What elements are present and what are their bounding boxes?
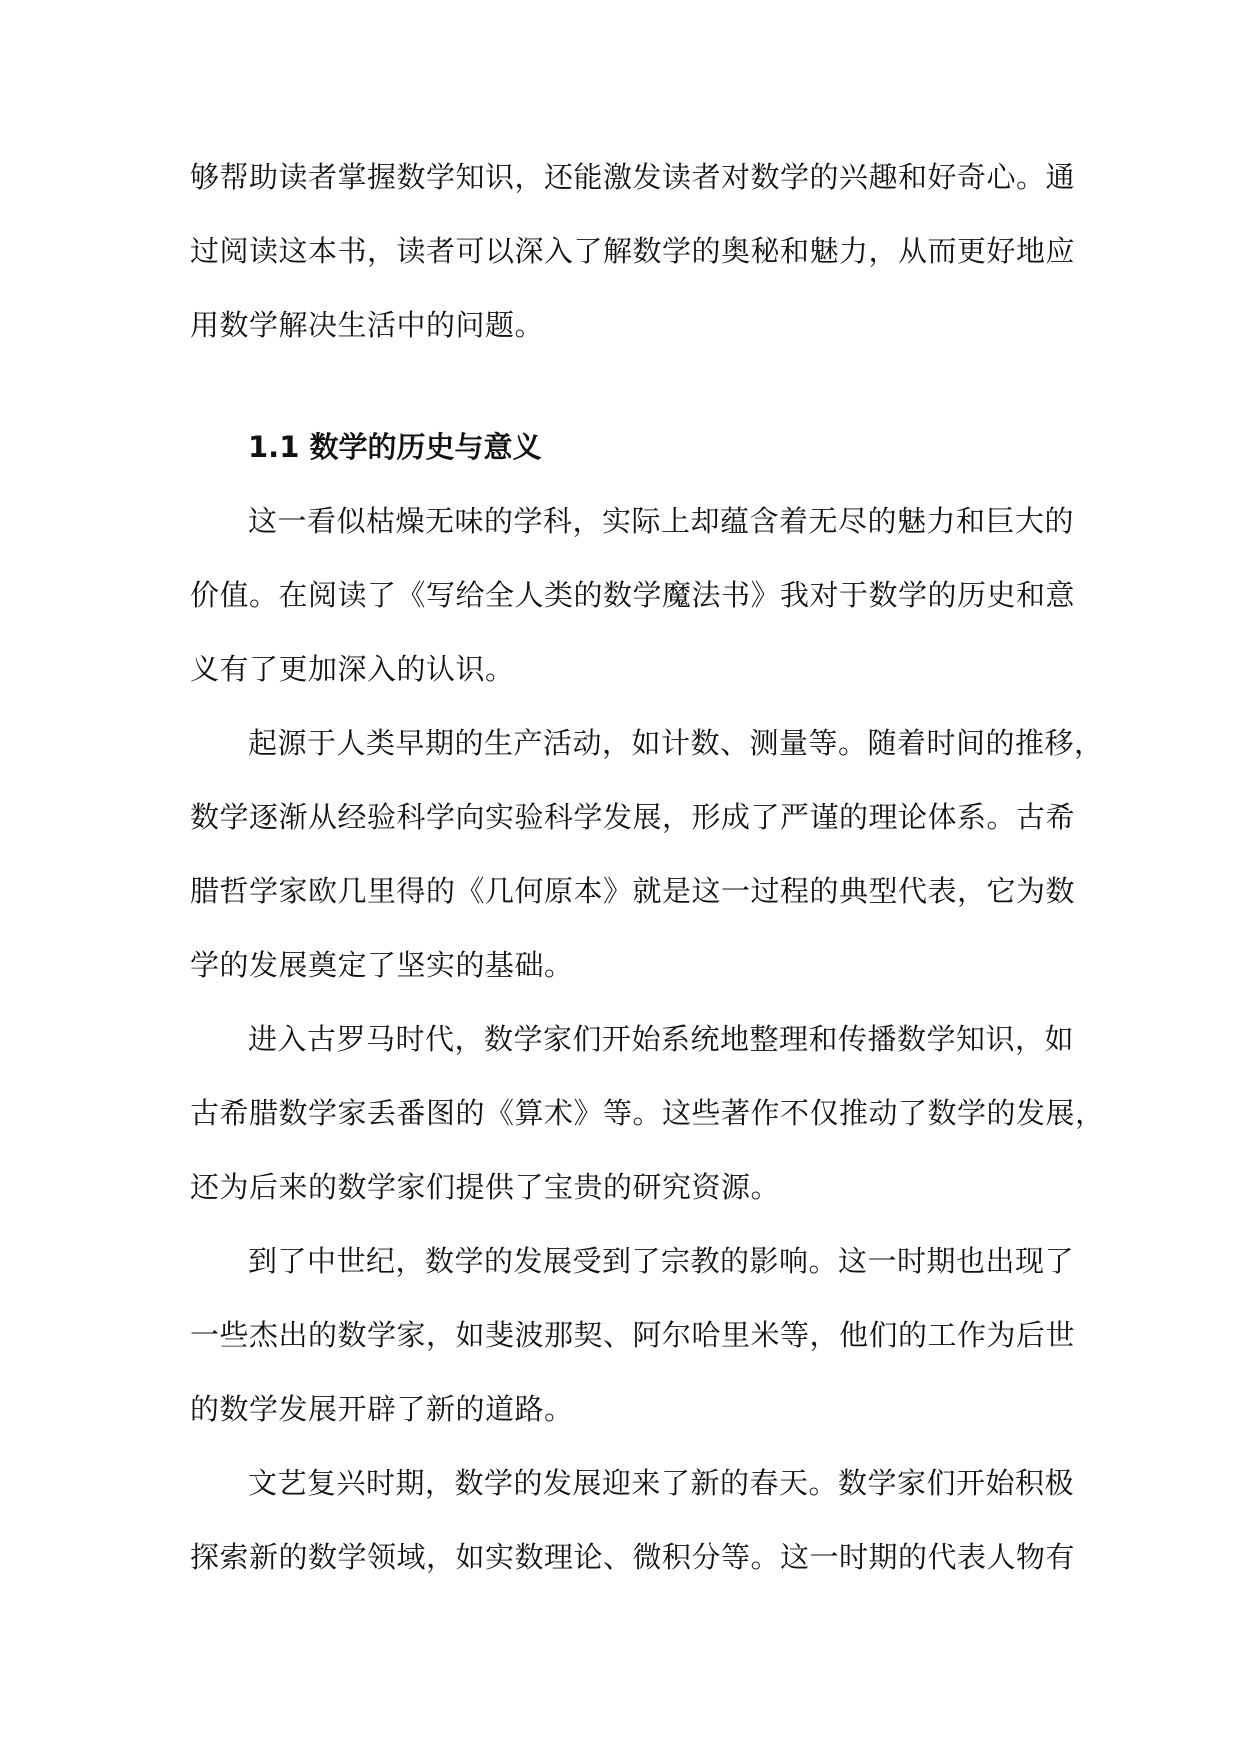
paragraph: [190, 1446, 1076, 1594]
paragraph: [190, 1224, 1076, 1446]
paragraph: [190, 706, 1104, 1002]
text-line: 够帮助读者掌握数学知识，还能激发读者对数学的兴趣和好奇心。通: [190, 160, 1076, 194]
text-line: 还为后来的数学家们提供了宝贵的研究资源。: [190, 1170, 781, 1204]
paragraph-intro: [190, 140, 1076, 362]
text-line: 起源于人类早期的生产活动，如计数、测量等。随着时间的推移，: [248, 726, 1104, 760]
spacer: [190, 362, 1060, 410]
text-line: 古希腊数学家丢番图的《算术》等。这些著作不仅推动了数学的发展，: [190, 1096, 1105, 1130]
text-line: 学的发展奠定了坚实的基础。: [190, 948, 574, 982]
section-heading: 1.1 数学的历史与意义: [248, 430, 542, 464]
text-line: 探索新的数学领域，如实数理论、微积分等。这一时期的代表人物有: [190, 1540, 1076, 1574]
paragraph: [190, 484, 1076, 706]
text-line: 过阅读这本书，读者可以深入了解数学的奥秘和魅力，从而更好地应: [190, 234, 1076, 268]
text-line: 用数学解决生活中的问题。: [190, 308, 545, 342]
text-line: 进入古罗马时代，数学家们开始系统地整理和传播数学知识，如: [248, 1022, 1075, 1056]
text-line: 到了中世纪，数学的发展受到了宗教的影响。这一时期也出现了: [248, 1244, 1075, 1278]
text-line: 数学逐渐从经验科学向实验科学发展，形成了严谨的理论体系。古希: [190, 800, 1076, 834]
text-line: 腊哲学家欧几里得的《几何原本》就是这一过程的典型代表，它为数: [190, 874, 1076, 908]
text-line: 义有了更加深入的认识。: [190, 652, 515, 686]
text-line: 文艺复兴时期，数学的发展迎来了新的春天。数学家们开始积极: [248, 1466, 1075, 1500]
text-line: 这一看似枯燥无味的学科，实际上却蕴含着无尽的魅力和巨大的: [248, 504, 1075, 538]
body-text: [190, 140, 1105, 1594]
text-line: 的数学发展开辟了新的道路。: [190, 1392, 574, 1426]
paragraph: [190, 1002, 1105, 1224]
text-line: 一些杰出的数学家，如斐波那契、阿尔哈里米等，他们的工作为后世: [190, 1318, 1076, 1352]
text-line: 价值。在阅读了《写给全人类的数学魔法书》我对于数学的历史和意: [190, 578, 1076, 612]
